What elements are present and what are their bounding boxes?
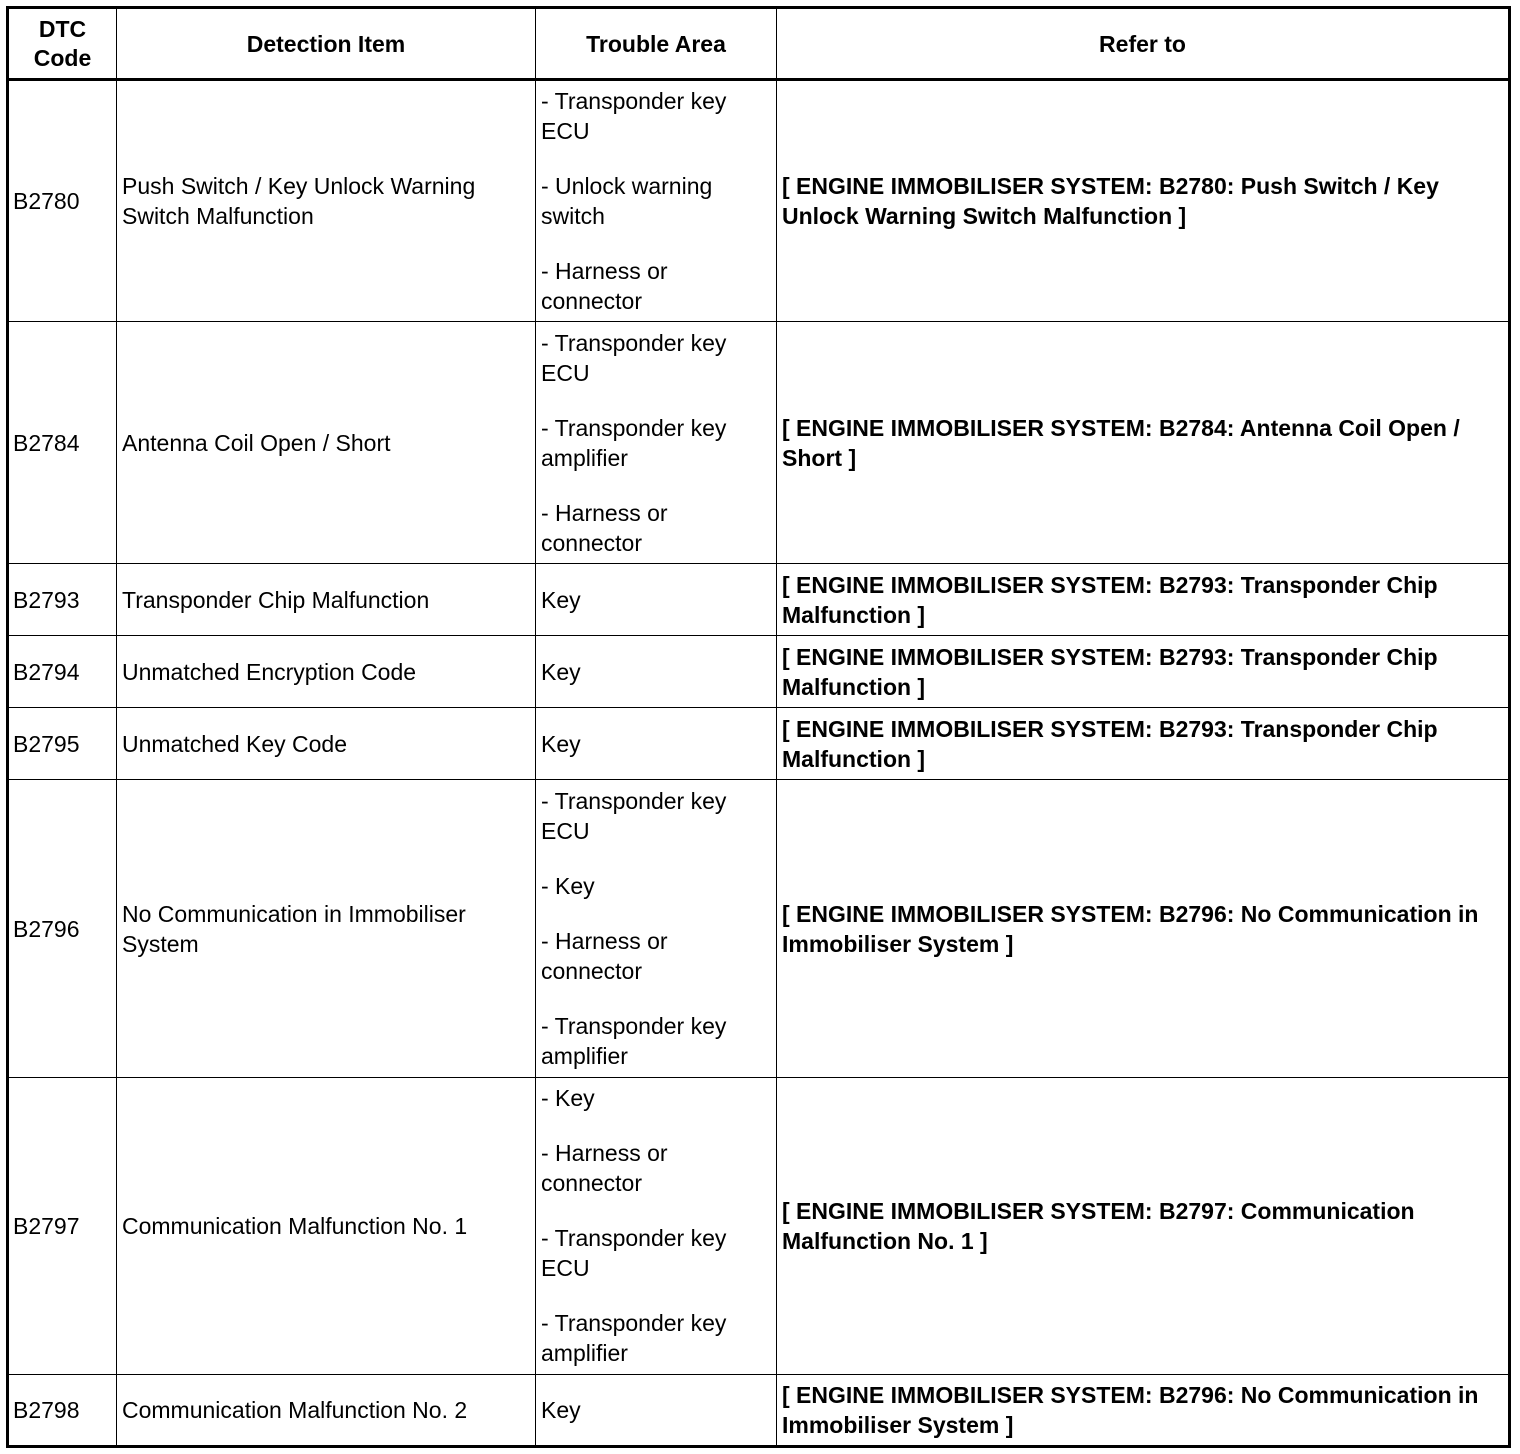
table-body xyxy=(8,80,1510,1447)
table-row xyxy=(8,1374,1510,1446)
dtc-code-cell: B2796 xyxy=(8,780,117,1077)
trouble-area-item: - Transponder key amplifier xyxy=(541,1013,727,1070)
trouble-area-item: - Transponder key ECU xyxy=(541,788,727,845)
trouble-area-cell xyxy=(536,564,777,636)
trouble-area-cell xyxy=(536,636,777,708)
header-detection-item: Detection Item xyxy=(117,8,536,80)
trouble-area-item: Key xyxy=(541,658,581,685)
dtc-code-cell: B2794 xyxy=(8,636,117,708)
table-row xyxy=(8,780,1510,1077)
detection-item-cell: Unmatched Key Code xyxy=(117,708,536,780)
dtc-code-cell: B2793 xyxy=(8,564,117,636)
header-dtc-code-line1: DTC xyxy=(38,15,87,42)
trouble-area-item: - Harness or connector xyxy=(541,928,668,985)
trouble-area-item: - Harness or connector xyxy=(541,499,668,556)
trouble-area-item: - Transponder key amplifier xyxy=(541,1310,727,1367)
detection-item-cell: No Communication in Immobiliser System xyxy=(117,780,536,1077)
refer-to-link[interactable]: [ ENGINE IMMOBILISER SYSTEM: B2797: Communication Malfunction No. 1 ] xyxy=(777,1077,1510,1374)
dtc-code-cell: B2797 xyxy=(8,1077,117,1374)
trouble-area-item: Key xyxy=(541,1396,581,1423)
trouble-area-item: - Transponder key ECU xyxy=(541,329,727,386)
refer-to-link[interactable]: [ ENGINE IMMOBILISER SYSTEM: B2780: Push Switch / Key Unlock Warning Switch Malfunction ] xyxy=(777,80,1510,322)
trouble-area-item: Key xyxy=(541,586,581,613)
dtc-code-cell: B2798 xyxy=(8,1374,117,1446)
trouble-area-item: - Harness or connector xyxy=(541,258,668,315)
table-row xyxy=(8,80,1510,322)
trouble-area-cell xyxy=(536,80,777,322)
header-dtc-code xyxy=(8,8,117,80)
header-dtc-code-line2: Code xyxy=(33,44,92,71)
trouble-area-item: - Transponder key ECU xyxy=(541,88,727,145)
header-trouble-area: Trouble Area xyxy=(536,8,777,80)
trouble-area-cell xyxy=(536,1077,777,1374)
detection-item-cell: Communication Malfunction No. 2 xyxy=(117,1374,536,1446)
refer-to-link[interactable]: [ ENGINE IMMOBILISER SYSTEM: B2793: Transponder Chip Malfunction ] xyxy=(777,636,1510,708)
trouble-area-item: - Transponder key ECU xyxy=(541,1225,727,1282)
dtc-table xyxy=(6,6,1511,1448)
detection-item-cell: Transponder Chip Malfunction xyxy=(117,564,536,636)
trouble-area-item: - Key xyxy=(541,1085,595,1112)
trouble-area-item: - Unlock warning switch xyxy=(541,173,713,230)
table-row xyxy=(8,564,1510,636)
trouble-area-cell xyxy=(536,780,777,1077)
detection-item-cell: Push Switch / Key Unlock Warning Switch Malfunction xyxy=(117,80,536,322)
dtc-code-cell: B2795 xyxy=(8,708,117,780)
detection-item-cell: Communication Malfunction No. 1 xyxy=(117,1077,536,1374)
refer-to-link[interactable]: [ ENGINE IMMOBILISER SYSTEM: B2793: Transponder Chip Malfunction ] xyxy=(777,708,1510,780)
trouble-area-item: - Transponder key amplifier xyxy=(541,414,727,471)
table-row xyxy=(8,322,1510,564)
refer-to-link[interactable]: [ ENGINE IMMOBILISER SYSTEM: B2793: Transponder Chip Malfunction ] xyxy=(777,564,1510,636)
header-row xyxy=(8,8,1510,80)
table-row xyxy=(8,1077,1510,1374)
refer-to-link[interactable]: [ ENGINE IMMOBILISER SYSTEM: B2796: No Communication in Immobiliser System ] xyxy=(777,780,1510,1077)
table-header xyxy=(8,8,1510,80)
dtc-code-cell: B2780 xyxy=(8,80,117,322)
table-row xyxy=(8,708,1510,780)
header-refer-to: Refer to xyxy=(777,8,1510,80)
refer-to-link[interactable]: [ ENGINE IMMOBILISER SYSTEM: B2784: Antenna Coil Open / Short ] xyxy=(777,322,1510,564)
refer-to-link[interactable]: [ ENGINE IMMOBILISER SYSTEM: B2796: No Communication in Immobiliser System ] xyxy=(777,1374,1510,1446)
table-row xyxy=(8,636,1510,708)
trouble-area-item: - Harness or connector xyxy=(541,1140,668,1197)
detection-item-cell: Unmatched Encryption Code xyxy=(117,636,536,708)
trouble-area-cell xyxy=(536,1374,777,1446)
trouble-area-item: Key xyxy=(541,730,581,757)
trouble-area-cell xyxy=(536,708,777,780)
detection-item-cell: Antenna Coil Open / Short xyxy=(117,322,536,564)
trouble-area-item: - Key xyxy=(541,873,595,900)
trouble-area-cell xyxy=(536,322,777,564)
dtc-code-cell: B2784 xyxy=(8,322,117,564)
